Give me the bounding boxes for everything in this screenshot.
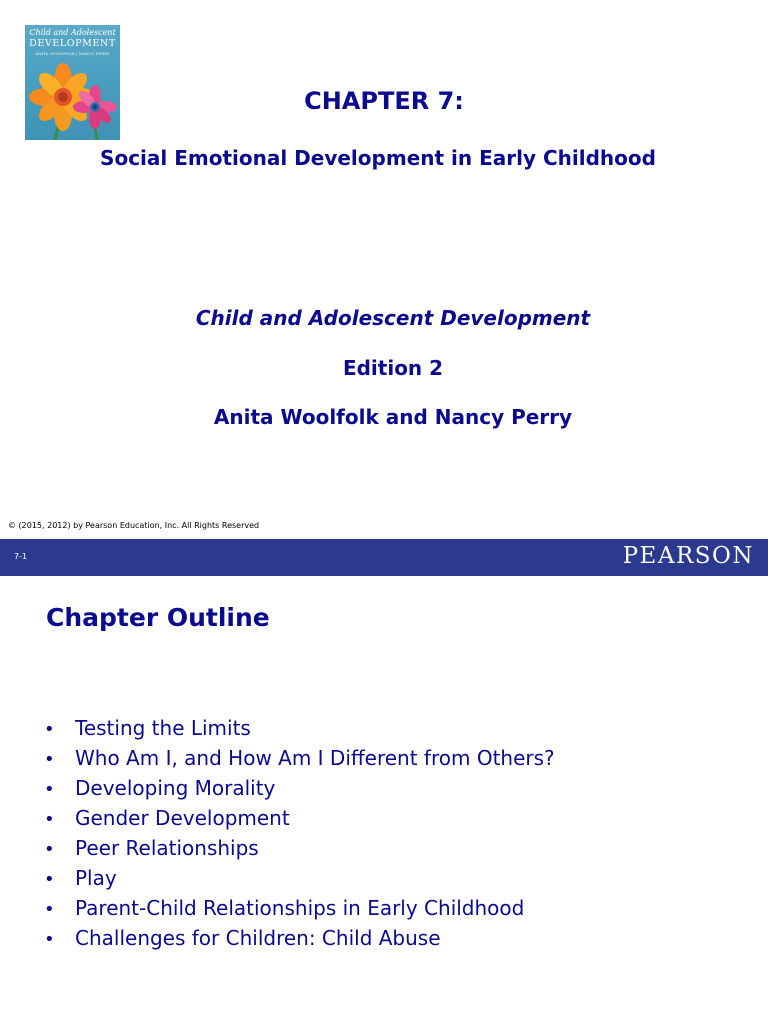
list-item-text: Testing the Limits: [75, 716, 251, 740]
outline-list: [44, 713, 555, 953]
bullet-icon: •: [44, 839, 55, 860]
bullet-icon: •: [44, 899, 55, 920]
book-title: Child and Adolescent Development: [195, 306, 591, 330]
list-item: [44, 803, 555, 833]
copyright-notice: © (2015, 2012) by Pearson Education, Inc. All Rights Reserved: [8, 521, 260, 530]
publisher-logo: PEARSON: [622, 543, 754, 569]
outline-slide: [0, 576, 768, 1024]
list-item: [44, 923, 555, 953]
outline-title: Chapter Outline: [46, 603, 270, 632]
cover-title-block: [25, 29, 120, 56]
list-item: [44, 743, 555, 773]
list-item-text: Play: [75, 866, 117, 890]
list-item-text: Who Am I, and How Am I Different from Others?: [75, 746, 555, 770]
cover-authors: ANITA WOOLFOLK | NANCY PERRY: [35, 50, 110, 56]
list-item: [44, 713, 555, 743]
edition-label: Edition 2: [342, 356, 444, 380]
authors-label: Anita Woolfolk and Nancy Perry: [213, 405, 573, 429]
list-item: [44, 893, 555, 923]
book-cover-image: [25, 25, 120, 140]
cover-title-line2: DEVELOPMENT: [29, 38, 116, 49]
list-item: [44, 863, 555, 893]
slide-number: 7-1: [14, 552, 28, 561]
list-item-text: Challenges for Children: Child Abuse: [75, 926, 441, 950]
list-item: [44, 773, 555, 803]
chapter-subtitle: Social Emotional Development in Early Childhood: [100, 146, 656, 170]
bullet-icon: •: [44, 809, 55, 830]
list-item: [44, 833, 555, 863]
list-item-text: Gender Development: [75, 806, 290, 830]
bullet-icon: •: [44, 779, 55, 800]
chapter-heading: CHAPTER 7:: [304, 87, 464, 115]
bullet-icon: •: [44, 929, 55, 950]
list-item-text: Developing Morality: [75, 776, 276, 800]
bullet-icon: •: [44, 719, 55, 740]
list-item-text: Parent-Child Relationships in Early Childhood: [75, 896, 525, 920]
cover-title-line1: Child and Adolescent: [29, 28, 116, 37]
footer-bar: [0, 539, 768, 576]
bullet-icon: •: [44, 749, 55, 770]
list-item-text: Peer Relationships: [75, 836, 259, 860]
bullet-icon: •: [44, 869, 55, 890]
